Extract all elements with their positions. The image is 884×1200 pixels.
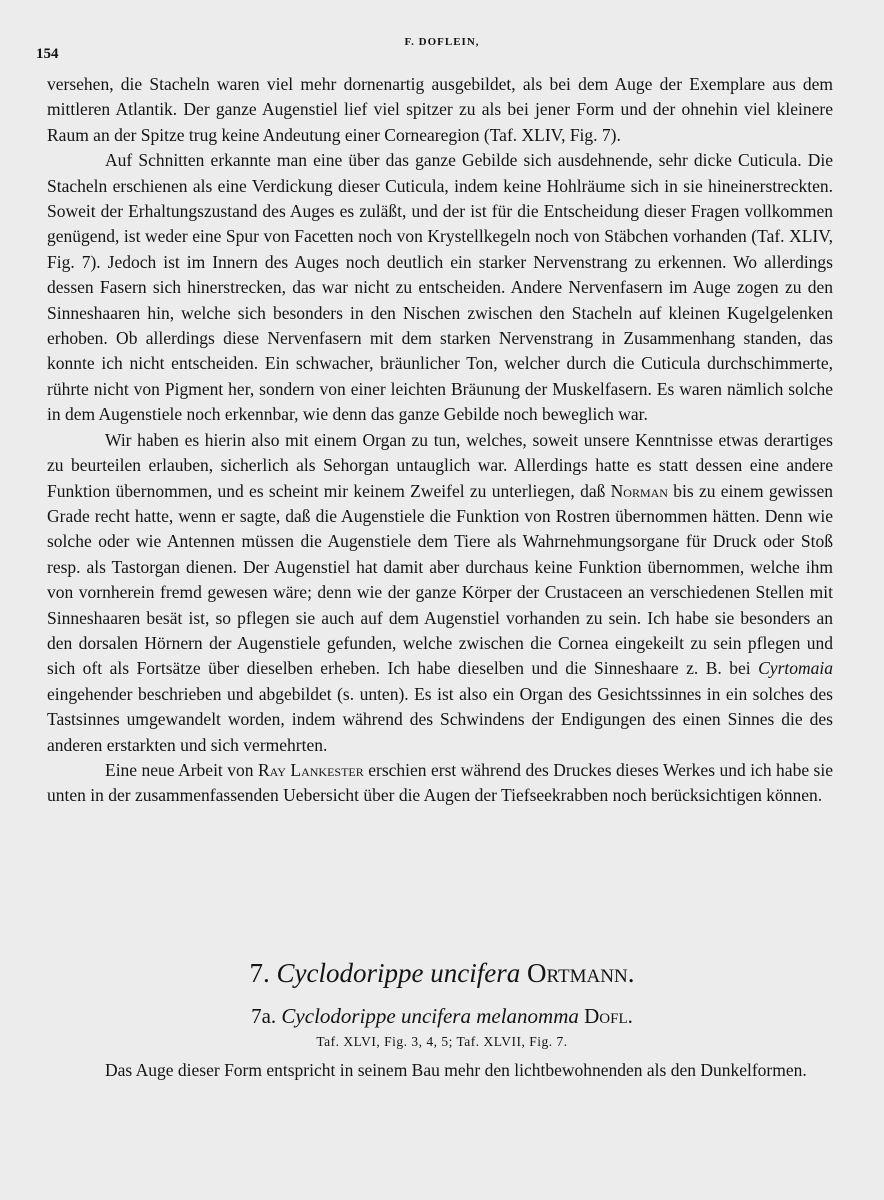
- author-name-norman: Norman: [610, 480, 668, 501]
- paragraph-eye-form: Das Auge dieser Form entspricht in seinem Bau mehr den lichtbewohnenden als den Dunkelformen.: [105, 1060, 807, 1080]
- paragraph-text: erschien erst während des Druckes dieses Werkes und ich habe sie unten in der zusammenfassenden Uebersicht über die Augen der Tiefseekrabben noch berücksichtigen können.: [47, 759, 833, 806]
- subsection-author: Dofl.: [584, 1004, 633, 1028]
- final-paragraph-block: [47, 1058, 833, 1083]
- author-name-lankester: Ray Lankester: [258, 759, 364, 780]
- paragraph-text: eingehender beschrieben und abgebildet (s. unten). Es ist also ein Organ des Gesichtssinnes in ein solches des Tastsinnes umgewandelt worden, indem während des Schwindens der Endigungen des einen Sinnes die des anderen erstarkten und sich vermehrten.: [47, 683, 833, 755]
- subsection-number: 7a.: [251, 1004, 277, 1028]
- page-number: 154: [36, 46, 59, 62]
- section-author: Ortmann.: [527, 958, 635, 988]
- running-header-author: F. DOFLEIN,: [404, 36, 480, 48]
- subsection-heading: [0, 1004, 884, 1029]
- paragraph-text: Eine neue Arbeit von: [105, 759, 254, 780]
- paragraph-cuticula: Auf Schnitten erkannte man eine über das ganze Gebilde sich ausdehnende, sehr dicke Cuticula. Die Stacheln erschienen als eine Verdickung dieser Cuticula, indem keine Hohlräume sich in sie hineinerstreckten. Soweit der Erhaltungszustand des Auges es zuläßt, und der ist für die Entscheidung dieser Fragen vollkommen genügend, ist weder eine Spur von Facetten noch von Krystellkegeln noch von Stäbchen vorhanden (Taf. XLIV, Fig. 7). Jedoch ist im Innern des Auges noch deutlich ein starker Nervenstrang zu erkennen. Wo allerdings dessen Fasern sich hinerstrecken, das war nicht zu entscheiden. Andere Nervenfasern im Auge zogen zu den Sinneshaaren hin, welche sich besonders in den Nischen zwischen den Stacheln auf kleinen Kugelgelenken erhoben. Ob allerdings diese Nervenfasern mit dem starken Nervenstrang in Zusammenhang standen, das konnte ich nicht entscheiden. Ein schwacher, bräunlicher Ton, welcher durch die Cuticula durchschimmerte, rührte nicht von Pigment her, sondern von einer leichten Bräunung der Muskelfasern. Es waren nämlich solche in dem Augenstiele noch erkennbar, wie denn das ganze Gebilde noch beweglich war.: [47, 150, 833, 425]
- paragraph-text: Wir haben es hierin also mit einem Organ zu tun, welches, soweit unsere Kenntnisse etwas derartiges zu beurteilen erlauben, sicherlich als Sehorgan untauglich war. Allerdings hatte es statt dessen eine andere Funktion übernommen, und es scheint mir keinem Zweifel zu unterliegen, daß: [47, 429, 833, 501]
- paragraph-organ-function: [47, 428, 833, 758]
- section-number: 7.: [249, 958, 270, 988]
- section-species: Cyclodorippe uncifera: [276, 958, 521, 988]
- paragraph-continuation: versehen, die Stacheln waren viel mehr dornenartig ausgebildet, als bei dem Auge der Exemplare aus dem mittleren Atlantik. Der ganze Augenstiel lief viel spitzer zu als bei jener Form und der ohnehin viel kleinere Raum an der Spitze trug keine Andeutung einer Cornearegion (Taf. XLIV, Fig. 7).: [47, 74, 833, 145]
- genus-name-cyrtomaia: Cyrtomaia: [758, 658, 833, 679]
- plate-reference: Taf. XLVI, Fig. 3, 4, 5; Taf. XLVII, Fig. 7.: [316, 1034, 568, 1049]
- paragraph-lankester: [47, 758, 833, 809]
- paragraph-text: bis zu einem gewissen Grade recht hatte, wenn er sagte, daß die Augenstiele die Funktion von Rostren übernommen hätten. Denn wie solche oder wie Antennen müssen die Augenstiele dem Tiere als Wahrnehmungsorgane für Druck oder Stoß resp. als Tastorgan dienen. Der Augenstiel hat damit aber durchaus keine Funktion übernommen, welche ihm von vornherein fremd gewesen wäre; denn wie der ganze Körper der Crustaceen an verschiedenen Stellen mit Sinneshaaren besät ist, so pflegen sie auch auf dem Augenstiel vorhanden zu sein. Ich habe sie besonders an den dorsalen Hörnern der Augenstiele gefunden, welche zwischen die Cornea eingekeilt zu sein pflegen und sich oft als Fortsätze über dieselben erheben. Ich habe dieselben und die Sinneshaare z. B. bei: [47, 480, 834, 679]
- section-heading: [0, 958, 884, 989]
- body-text: [47, 72, 833, 809]
- subsection-species: Cyclodorippe uncifera melanomma: [281, 1004, 579, 1028]
